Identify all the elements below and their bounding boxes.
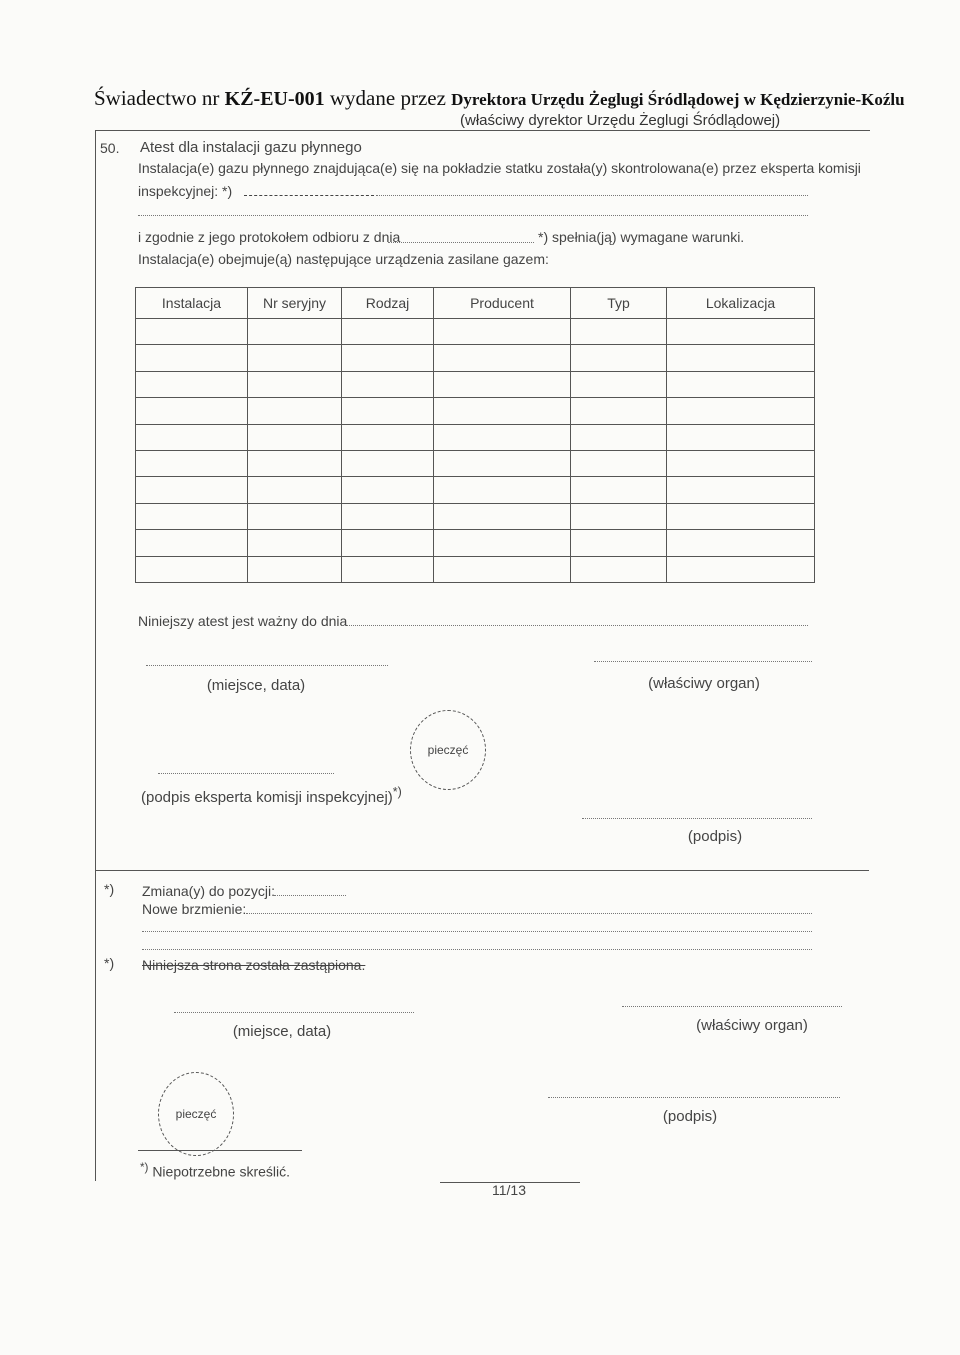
expert-signature-field[interactable] xyxy=(158,773,334,774)
column-header-kind: Rodzaj xyxy=(342,288,434,319)
table-cell[interactable] xyxy=(342,450,434,476)
table-cell[interactable] xyxy=(248,556,342,582)
authority-field[interactable] xyxy=(594,661,812,662)
validity-date-field[interactable] xyxy=(342,625,808,626)
changed-item-field[interactable] xyxy=(274,895,346,896)
table-cell[interactable] xyxy=(571,424,667,450)
table-cell[interactable] xyxy=(342,424,434,450)
page-replaced-statement: Niniejsza strona została zastąpiona. xyxy=(142,957,366,973)
table-cell[interactable] xyxy=(434,371,571,397)
expert-name-field-line2[interactable] xyxy=(138,215,808,216)
table-cell[interactable] xyxy=(434,319,571,345)
table-cell[interactable] xyxy=(667,450,815,476)
table-cell[interactable] xyxy=(667,371,815,397)
place-date-field[interactable] xyxy=(146,665,388,666)
inspection-statement: Instalacja(e) gazu płynnego znajdująca(e) się na pokładzie statku została(y) skontrolowana(e) przez eksperta komisji xyxy=(138,160,861,176)
table-cell[interactable] xyxy=(248,503,342,529)
stamp-placeholder xyxy=(410,710,486,790)
new-wording-label: Nowe brzmienie: xyxy=(142,901,247,917)
table-cell[interactable] xyxy=(136,503,248,529)
protocol-date-field[interactable] xyxy=(388,242,534,243)
authority-label-2: (właściwy organ) xyxy=(696,1017,808,1034)
signature-field[interactable] xyxy=(582,818,812,819)
footnote-text: Niepotrzebne skreślić. xyxy=(152,1163,291,1180)
stamp-placeholder-2 xyxy=(158,1072,234,1156)
column-header-location: Lokalizacja xyxy=(667,288,815,319)
changed-item-label: Zmiana(y) do pozycji: xyxy=(142,883,276,899)
inspection-committee-label: inspekcyjnej: *) xyxy=(138,183,233,199)
place-date-field-2[interactable] xyxy=(174,1012,414,1013)
table-cell[interactable] xyxy=(571,556,667,582)
table-cell[interactable] xyxy=(248,319,342,345)
table-cell[interactable] xyxy=(136,477,248,503)
table-cell[interactable] xyxy=(136,556,248,582)
table-cell[interactable] xyxy=(434,530,571,556)
table-cell[interactable] xyxy=(136,345,248,371)
table-cell[interactable] xyxy=(136,398,248,424)
table-cell[interactable] xyxy=(434,450,571,476)
table-cell[interactable] xyxy=(342,371,434,397)
replace-footnote-mark: *) xyxy=(104,955,115,971)
table-cell[interactable] xyxy=(667,319,815,345)
table-cell[interactable] xyxy=(248,424,342,450)
new-wording-field-line2[interactable] xyxy=(142,931,812,932)
table-row xyxy=(136,424,815,450)
issuing-authority: Dyrektora Urzędu Żeglugi Śródlądowej w Kędzierzynie-Koźlu xyxy=(451,90,905,109)
column-header-installation: Instalacja xyxy=(136,288,248,319)
table-cell[interactable] xyxy=(667,398,815,424)
table-cell[interactable] xyxy=(571,319,667,345)
table-cell[interactable] xyxy=(248,450,342,476)
column-header-manufacturer: Producent xyxy=(434,288,571,319)
table-row xyxy=(136,345,815,371)
table-row xyxy=(136,477,815,503)
stamp-label-2: pieczęć xyxy=(175,1107,217,1121)
table-cell[interactable] xyxy=(667,556,815,582)
table-cell[interactable] xyxy=(571,345,667,371)
place-date-label: (miejsce, data) xyxy=(206,677,306,694)
table-cell[interactable] xyxy=(136,450,248,476)
requirements-statement: *) spełnia(ją) wymagane warunki. xyxy=(538,229,745,245)
table-cell[interactable] xyxy=(248,530,342,556)
table-row xyxy=(136,503,815,529)
issuer-subtitle: (właściwy dyrektor Urzędu Żeglugi Śródlądowej) xyxy=(460,112,781,129)
table-cell[interactable] xyxy=(667,503,815,529)
table-cell[interactable] xyxy=(342,319,434,345)
expert-footnote-mark: *) xyxy=(392,785,402,799)
table-row xyxy=(136,450,815,476)
page-number: 11/13 xyxy=(492,1182,526,1198)
table-cell[interactable] xyxy=(248,345,342,371)
table-cell[interactable] xyxy=(342,530,434,556)
table-cell[interactable] xyxy=(342,556,434,582)
footnote-mark: *) xyxy=(140,1161,149,1174)
table-cell[interactable] xyxy=(571,371,667,397)
footnote xyxy=(140,1161,290,1180)
place-date-label-2: (miejsce, data) xyxy=(232,1023,332,1040)
expert-signature-label xyxy=(141,785,402,806)
signature-label: (podpis) xyxy=(687,828,743,845)
new-wording-field[interactable] xyxy=(246,913,812,914)
devices-intro: Instalacja(e) obejmuje(ą) następujące urządzenia zasilane gazem: xyxy=(138,251,549,267)
title-middle: wydane przez xyxy=(324,86,452,110)
footnote-rule xyxy=(138,1150,302,1151)
expert-name-field[interactable] xyxy=(244,195,374,196)
section-divider xyxy=(95,870,869,871)
authority-field-2[interactable] xyxy=(622,1006,842,1007)
table-cell[interactable] xyxy=(136,424,248,450)
table-cell[interactable] xyxy=(434,424,571,450)
table-cell[interactable] xyxy=(342,503,434,529)
table-cell[interactable] xyxy=(571,530,667,556)
table-cell[interactable] xyxy=(136,530,248,556)
table-cell[interactable] xyxy=(342,345,434,371)
table-cell[interactable] xyxy=(434,345,571,371)
certificate-title xyxy=(94,86,905,111)
table-header-row xyxy=(136,288,815,319)
column-header-type: Typ xyxy=(571,288,667,319)
signature-label-2: (podpis) xyxy=(662,1108,718,1125)
authority-label: (właściwy organ) xyxy=(648,675,760,692)
table-cell[interactable] xyxy=(667,424,815,450)
table-cell[interactable] xyxy=(342,398,434,424)
new-wording-field-line3[interactable] xyxy=(142,949,812,950)
change-footnote-mark: *) xyxy=(104,881,115,897)
title-prefix: Świadectwo nr xyxy=(94,86,225,110)
column-header-serial-number: Nr seryjny xyxy=(248,288,342,319)
expert-signature-text: (podpis eksperta komisji inspekcyjnej) xyxy=(141,789,393,806)
table-cell[interactable] xyxy=(248,371,342,397)
table-cell[interactable] xyxy=(667,345,815,371)
table-row xyxy=(136,319,815,345)
table-cell[interactable] xyxy=(136,319,248,345)
table-cell[interactable] xyxy=(667,530,815,556)
table-cell[interactable] xyxy=(342,477,434,503)
section-number: 50. xyxy=(100,140,120,156)
table-cell[interactable] xyxy=(571,398,667,424)
table-cell[interactable] xyxy=(571,477,667,503)
table-row xyxy=(136,398,815,424)
table-cell[interactable] xyxy=(434,477,571,503)
table-cell[interactable] xyxy=(571,503,667,529)
table-cell[interactable] xyxy=(434,503,571,529)
protocol-date-label: i zgodnie z jego protokołem odbioru z dnia xyxy=(138,229,401,245)
table-cell[interactable] xyxy=(248,477,342,503)
table-row xyxy=(136,556,815,582)
table-cell[interactable] xyxy=(434,556,571,582)
table-row xyxy=(136,371,815,397)
table-cell[interactable] xyxy=(571,450,667,476)
validity-label: Niniejszy atest jest ważny do dnia xyxy=(138,613,348,629)
section-title: Atest dla instalacji gazu płynnego xyxy=(140,139,362,156)
certificate-number: KŹ-EU-001 xyxy=(224,88,325,110)
signature-field-2[interactable] xyxy=(548,1097,840,1098)
table-cell[interactable] xyxy=(136,371,248,397)
table-cell[interactable] xyxy=(667,477,815,503)
table-row xyxy=(136,530,815,556)
expert-name-field-continued[interactable] xyxy=(376,195,808,196)
stamp-label: pieczęć xyxy=(427,743,469,757)
gas-devices-table xyxy=(135,287,815,583)
table-cell[interactable] xyxy=(248,398,342,424)
table-cell[interactable] xyxy=(434,398,571,424)
